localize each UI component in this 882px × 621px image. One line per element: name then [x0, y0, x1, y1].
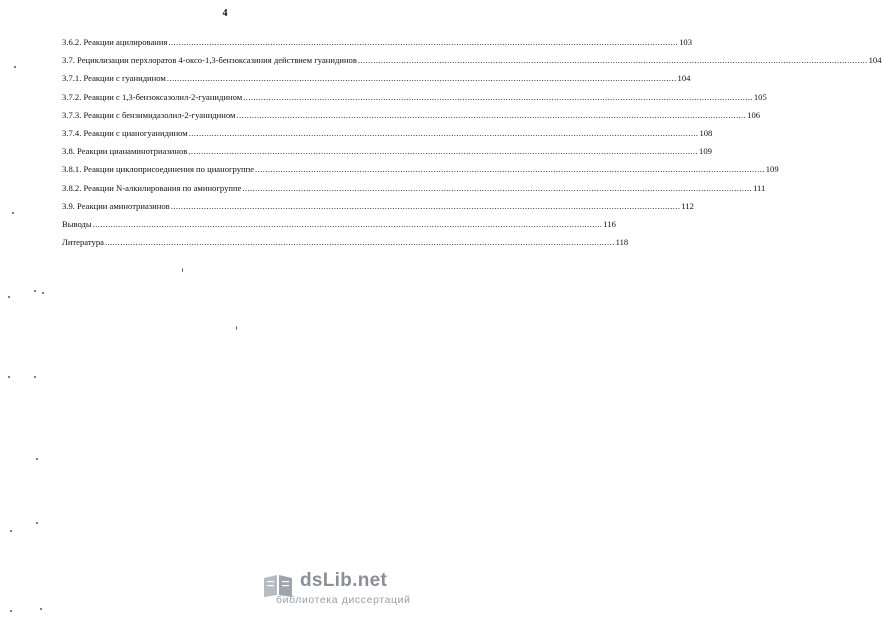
scan-speck [36, 458, 38, 460]
toc-entry [62, 73, 691, 92]
toc-entry-page: 108 [699, 127, 713, 138]
toc-entry [62, 127, 713, 147]
watermark-brand: dsLib.net [300, 570, 388, 591]
toc-entry-page: 103 [679, 37, 692, 47]
dot-leader: ........................................................................................................................................................................................................ [104, 237, 615, 248]
scan-speck [14, 66, 16, 68]
toc-entry-page: 118 [615, 237, 629, 248]
toc-entry [62, 164, 779, 183]
watermark-subtitle: библиотека диссертаций [276, 594, 411, 606]
toc-entry-title: 3.8.1. Реакции циклоприсоединения по цианогруппе [62, 164, 255, 175]
scan-speck [10, 530, 12, 532]
toc-entry [62, 109, 761, 129]
scan-speck [10, 610, 12, 612]
toc-entry-title: Литература [62, 237, 104, 248]
toc-entry-page: 116 [603, 218, 616, 229]
dot-leader: ........................................................................................................................................................................................................ [188, 127, 699, 138]
toc-entry [62, 37, 692, 56]
toc-entry-title: 3.7.1. Реакции с гуанидином [62, 73, 166, 84]
scan-speck [36, 522, 38, 524]
toc-entry-title: 3.7.4. Реакции с цианогуанидином [62, 127, 188, 138]
toc-entry-title: 3.8.2. Реакции N-алкилирования по аминогруппе [62, 182, 242, 193]
page-number: 4 [222, 8, 228, 19]
scan-speck [182, 268, 183, 272]
toc-entry-title: 3.8. Реакции цианаминотриазинов [62, 146, 188, 157]
dot-leader: ........................................................................................................................................................................................................ [92, 218, 603, 229]
toc-entry-page: 109 [699, 146, 712, 157]
toc-entry-page: 112 [681, 200, 694, 211]
dot-leader: ........................................................................................................................................................................................................ [243, 91, 753, 102]
toc-entry [62, 182, 766, 202]
scan-speck [40, 608, 42, 610]
dot-leader: ........................................................................................................................................................................................................ [170, 200, 681, 211]
toc-entry-title: 3.7.2. Реакции с 1,3-бензоксазолил-2-гуанидином [62, 91, 243, 102]
toc-entry-page: 104 [677, 73, 691, 84]
toc-entry-title: 3.6.2. Реакции ацилирования [62, 37, 168, 47]
scan-speck [8, 296, 10, 298]
toc-entry-page: 106 [747, 109, 761, 120]
toc-entry-page: 105 [753, 91, 767, 102]
scan-speck [12, 212, 14, 214]
toc-entry-page: 109 [765, 164, 779, 175]
toc-entry-title: 3.9. Реакции аминотриазинов [62, 200, 170, 211]
toc-entry [62, 146, 712, 165]
scan-speck [34, 290, 36, 292]
dot-leader: ........................................................................................................................................................................................................ [168, 37, 679, 47]
dot-leader: ........................................................................................................................................................................................................ [166, 73, 677, 84]
toc-entry-page: 104 [868, 55, 882, 66]
scan-speck [34, 376, 36, 378]
toc-entry [62, 55, 882, 74]
scan-speck [8, 376, 10, 378]
toc-entry [62, 91, 767, 111]
toc-entry-page: 111 [753, 182, 766, 193]
dot-leader: ........................................................................................................................................................................................................ [255, 164, 765, 175]
dot-leader: ........................................................................................................................................................................................................ [236, 109, 747, 120]
toc-entry-title: 3.7.3. Реакции с бензимидазолил-2-гуанидином [62, 109, 236, 120]
scan-speck [236, 326, 237, 330]
dot-leader: ........................................................................................................................................................................................................ [357, 55, 868, 66]
table-of-contents [62, 37, 882, 256]
toc-entry-title: Выводы [62, 218, 92, 229]
toc-entry [62, 218, 616, 238]
toc-entry [62, 200, 694, 220]
toc-entry [62, 237, 629, 256]
dot-leader: ........................................................................................................................................................................................................ [188, 146, 699, 157]
dot-leader: ........................................................................................................................................................................................................ [242, 182, 753, 193]
toc-entry-title: 3.7. Рециклизации перхлоратов 4-оксо-1,3-бензоксазиния действием гуанидинов [62, 55, 357, 66]
scan-speck [42, 292, 44, 294]
